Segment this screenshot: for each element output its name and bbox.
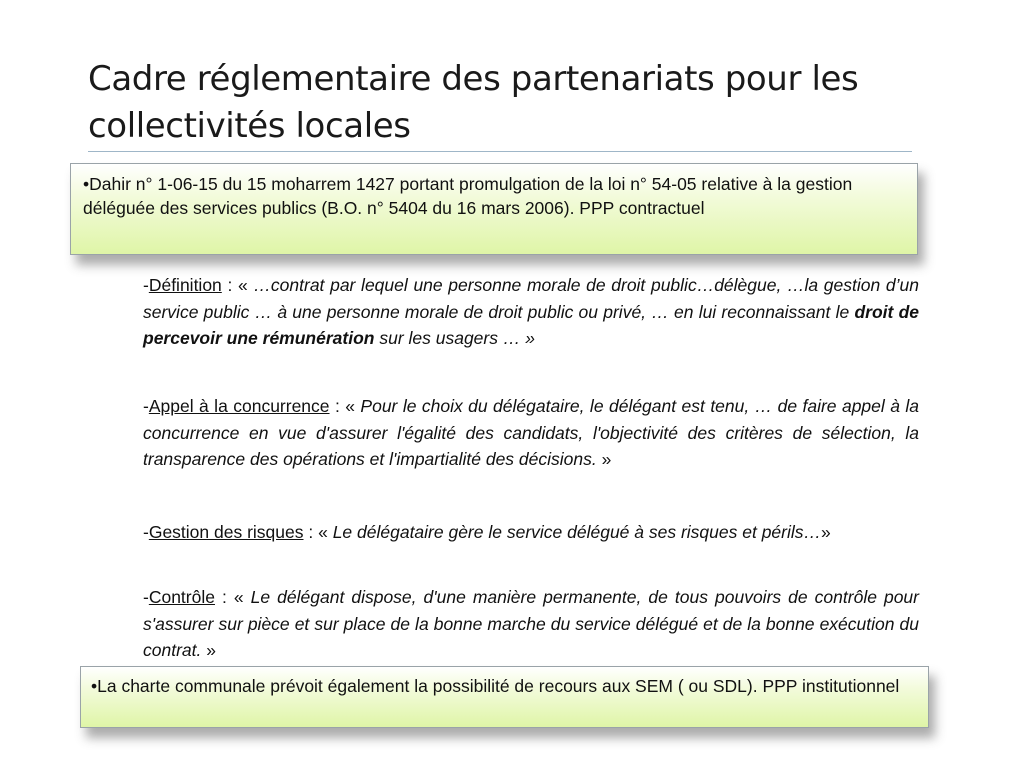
item-controle xyxy=(143,584,919,664)
closing-quote: » xyxy=(201,640,216,660)
closing-quote: » xyxy=(596,449,612,469)
dash: - xyxy=(143,522,149,542)
title-underline xyxy=(88,151,912,152)
appel-quote: Pour le choix du délégataire, le délégant est tenu, … de faire appel à la concurrence en vue d'assurer l'égalité des candidats, l'objectivité des critères de sélection, la transparence des opérations et l'impartialité des décisions. xyxy=(143,396,919,469)
callout-text-dahir: •Dahir n° 1-06-15 du 15 moharrem 1427 portant promulgation de la loi n° 54-05 relative à la gestion déléguée des services publics (B.O. n° 5404 du 16 mars 2006). PPP contractuel xyxy=(83,174,853,218)
separator: : « xyxy=(329,396,361,416)
risques-quote: Le délégataire gère le service délégué à ses risques et périls… xyxy=(332,522,822,542)
item-definition xyxy=(143,272,919,352)
definition-quote-2: sur les usagers … » xyxy=(374,328,535,348)
term-gestion-risques: Gestion des risques xyxy=(148,522,304,542)
dash: - xyxy=(143,275,149,295)
slide-title: Cadre réglementaire des partenariats pour les collectivités locales xyxy=(88,59,859,146)
callout-text-charte: •La charte communale prévoit également la possibilité de recours aux SEM ( ou SDL). PPP institutionnel xyxy=(91,676,900,696)
term-controle: Contrôle xyxy=(148,587,215,607)
term-appel-concurrence: Appel à la concurrence xyxy=(148,396,330,416)
callout-box-dahir xyxy=(70,163,918,255)
definition-quote-1: …contrat par lequel une personne morale de droit public…délègue, …la gestion d’un service public … à une personne morale de droit public ou privé, … en lui reconnaissant le xyxy=(143,275,919,322)
separator: : « xyxy=(221,275,254,295)
separator: : « xyxy=(303,522,333,542)
closing-quote: » xyxy=(821,522,831,542)
controle-quote: Le délégant dispose, d'une manière permanente, de tous pouvoirs de contrôle pour s'assurer sur pièce et sur place de la bonne marche du service délégué et de la bonne exécution du contrat. xyxy=(143,587,919,660)
dash: - xyxy=(143,587,149,607)
definition-emphasis: droit de percevoir une rémunération xyxy=(143,301,919,348)
dash: - xyxy=(143,396,149,416)
item-appel-concurrence xyxy=(143,393,919,473)
callout-box-charte xyxy=(80,666,929,728)
term-definition: Définition xyxy=(148,275,222,295)
separator: : « xyxy=(214,587,251,607)
item-gestion-risques xyxy=(143,519,919,546)
